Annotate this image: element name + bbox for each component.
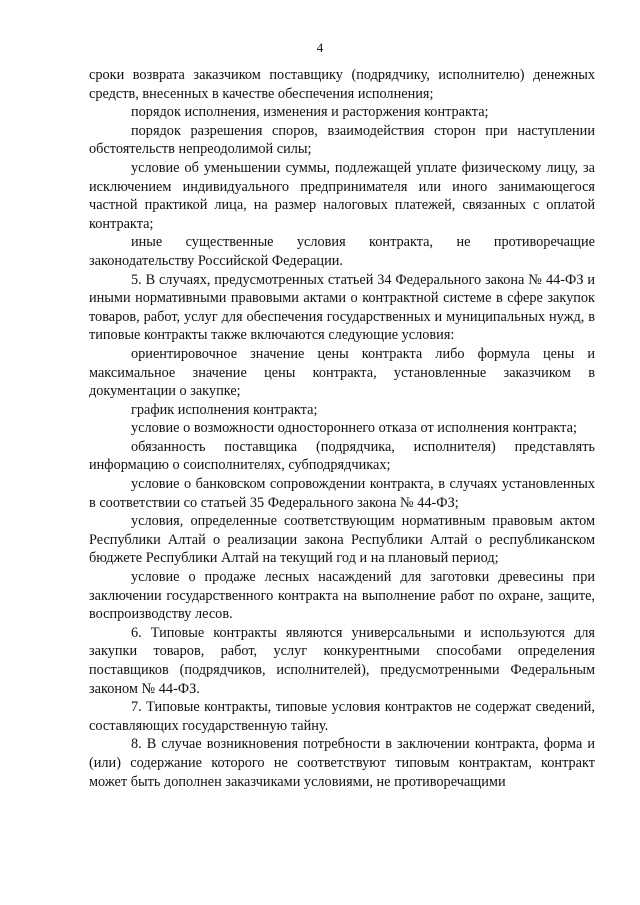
paragraph-refund-terms: сроки возврата заказчиком поставщику (подрядчику, исполнителю) денежных средств, внесенных в качестве обеспечения исполнения; — [89, 67, 595, 102]
paragraph-other-conditions: иные существенные условия контракта, не противоречащие законодательству Российской Федерации. — [89, 234, 595, 269]
paragraph-unilateral-refusal: условие о возможности одностороннего отказа от исполнения контракта; — [131, 420, 577, 437]
paragraph-bank-support: условие о банковском сопровождении контракта, в случаях установленных в соответствии со статьей 35 Федерального закона № 44-ФЗ; — [89, 476, 595, 511]
paragraph-dispute-resolution: порядок разрешения споров, взаимодействия сторон при наступлении обстоятельств непреодолимой силы; — [89, 122, 595, 158]
paragraph-forest-sale: условие о продаже лесных насаждений для заготовки древесины при заключении государственного контракта на выполнение работ по охране, защите, воспроизводству лесов. — [89, 569, 595, 623]
paragraph-item-5: 5. В случаях, предусмотренных статьей 34 Федерального закона № 44-ФЗ и иными нормативными правовыми актами о контрактной системе в сфере закупок товаров, работ, услуг для обеспечения государственных и муниципальных нужд, в типовые контракты также включаются следующие условия: — [89, 271, 595, 344]
paragraph-price-value: ориентировочное значение цены контракта либо формула цены и максимальное значение цены контракта, установленные заказчиком в документации о закупке; — [89, 345, 595, 400]
paragraph-tax-reduction: условие об уменьшении суммы, подлежащей уплате физическому лицу, за исключением индивидуального предпринимателя или иного занимающегося частной практикой лица, на размер налоговых платежей, связанных с оплатой контракта; — [89, 159, 595, 232]
paragraph-execution-order: порядок исполнения, изменения и расторжения контракта; — [131, 104, 489, 121]
paragraph-budget-conditions: условия, определенные соответствующим нормативным правовым актом Республики Алтай о реализации закона Республики Алтай о республиканском бюджете Республики Алтай на текущий год и на плановый период; — [89, 513, 595, 567]
paragraph-item-6: 6. Типовые контракты являются универсальными и используются для закупки товаров, работ, услуг конкурентными способами определения поставщиков (подрядчиков, исполнителей), предусмотренными Федеральным законом № 44-ФЗ. — [89, 624, 595, 697]
paragraph-subcontractor-info: обязанность поставщика (подрядчика, исполнителя) представлять информацию о соисполнителях, субподрядчиках; — [89, 438, 595, 474]
paragraph-item-7: 7. Типовые контракты, типовые условия контрактов не содержат сведений, составляющих государственную тайну. — [89, 699, 595, 734]
paragraph-schedule: график исполнения контракта; — [131, 401, 318, 418]
document-body — [89, 66, 595, 791]
paragraph-item-8: 8. В случае возникновения потребности в заключении контракта, форма и (или) содержание которого не соответствуют типовым контрактам, контракт может быть дополнен заказчиками условиями, не противоречащими — [89, 736, 595, 790]
page-number: 4 — [316, 40, 324, 55]
